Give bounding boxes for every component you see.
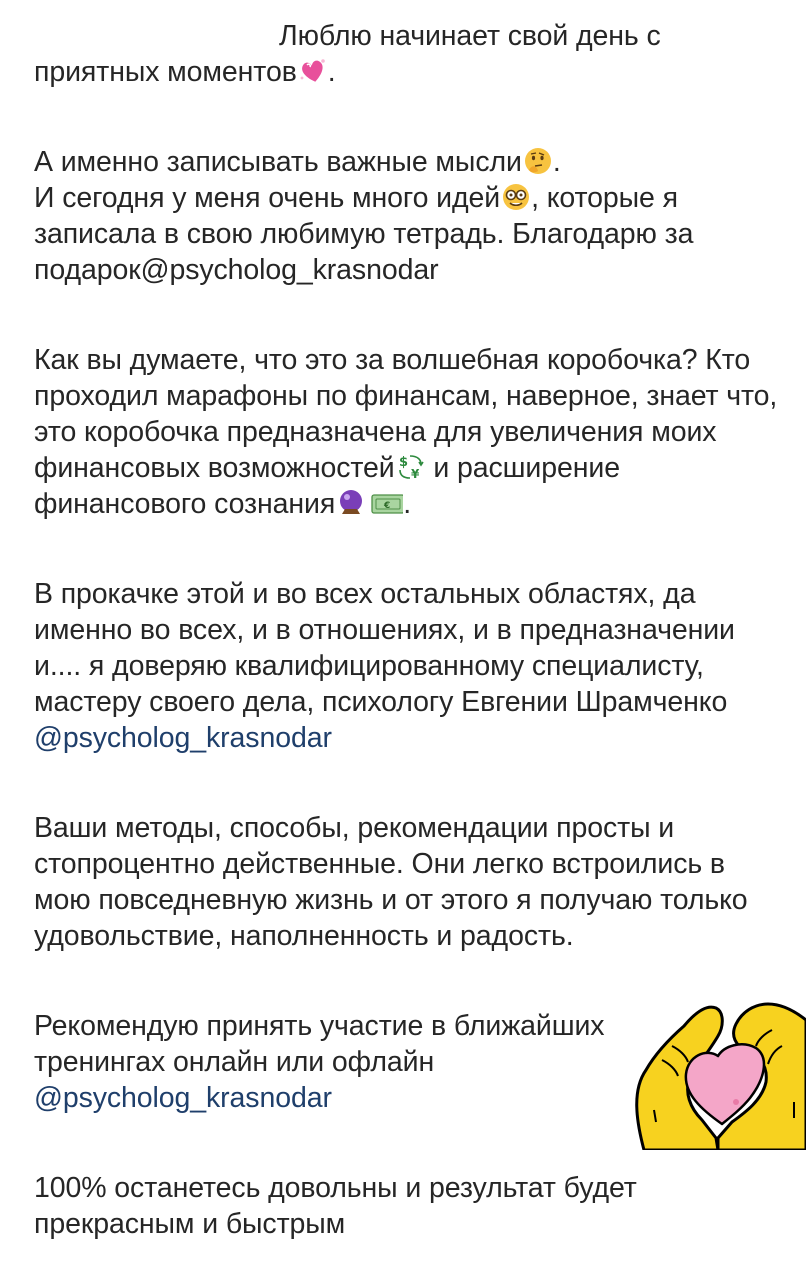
- paragraph-gap: [34, 90, 784, 144]
- ideas-line-2b: , которые я записала в свою любимую тетрадь. Благодарю за подарок@psycholog_krasnodar: [34, 182, 694, 286]
- heart-hands-sticker: [632, 990, 806, 1150]
- intro-line-2: приятных моментов: [34, 56, 297, 88]
- specialist-text: В прокачке этой и во всех остальных областях, да именно во всех, и в отношениях, и в предназначении и.... я доверяю квалифицированному специалисту, мастеру своего дела, психологу Евгении Шрамченко: [34, 578, 735, 718]
- intro-tail: .: [327, 56, 336, 88]
- box-text-2: и расширение финансового сознания: [34, 452, 620, 520]
- box-text-1: Как вы думаете, что это за волшебная коробочка? Кто проходил марафоны по финансам, наверное, знает что, это коробочка предназначена для увеличения моих финансовых возможностей: [34, 344, 778, 484]
- ideas-line-2a: И сегодня у меня очень много идей: [34, 182, 501, 214]
- paragraph-result: [34, 1170, 784, 1242]
- paragraph-intro: [34, 18, 784, 90]
- nerd-face-icon: [501, 182, 531, 212]
- mention-link[interactable]: @psycholog_krasnodar: [34, 722, 332, 754]
- currency-exchange-icon: [396, 452, 426, 482]
- thinking-face-icon: [523, 146, 553, 176]
- mention-link[interactable]: @psycholog_krasnodar: [34, 1082, 332, 1114]
- paragraph-ideas: [34, 144, 784, 288]
- crystal-ball-icon: [336, 488, 366, 518]
- paragraph-gap: [34, 288, 784, 342]
- paragraph-gap: [34, 756, 784, 810]
- intro-line-1: Люблю начинает свой день с: [279, 20, 661, 52]
- recommend-line-2: тренингах онлайн или офлайн: [34, 1046, 435, 1078]
- svg-text:$: $: [398, 455, 408, 470]
- result-text: 100% останетесь довольны и результат будет прекрасным и быстрым: [34, 1172, 637, 1240]
- ideas-line-1-tail: .: [552, 146, 561, 178]
- svg-text:¥: ¥: [410, 467, 419, 481]
- recommend-line-1: Рекомендую принять участие в ближайших: [34, 1010, 605, 1042]
- sparkling-heart-icon: [298, 56, 328, 86]
- paragraph-box: [34, 342, 784, 522]
- svg-text:€: €: [384, 501, 391, 511]
- paragraph-methods: [34, 810, 784, 954]
- paragraph-gap: [34, 522, 784, 576]
- euro-banknote-icon: [367, 488, 403, 518]
- paragraph-specialist: [34, 576, 784, 756]
- methods-text: Ваши методы, способы, рекомендации просты и стопроцентно действенные. Они легко встроились в мою повседневную жизнь и от этого я получаю только удовольствие, наполненность и радость.: [34, 812, 748, 952]
- box-tail: .: [403, 488, 412, 520]
- ideas-line-1: А именно записывать важные мысли: [34, 146, 522, 178]
